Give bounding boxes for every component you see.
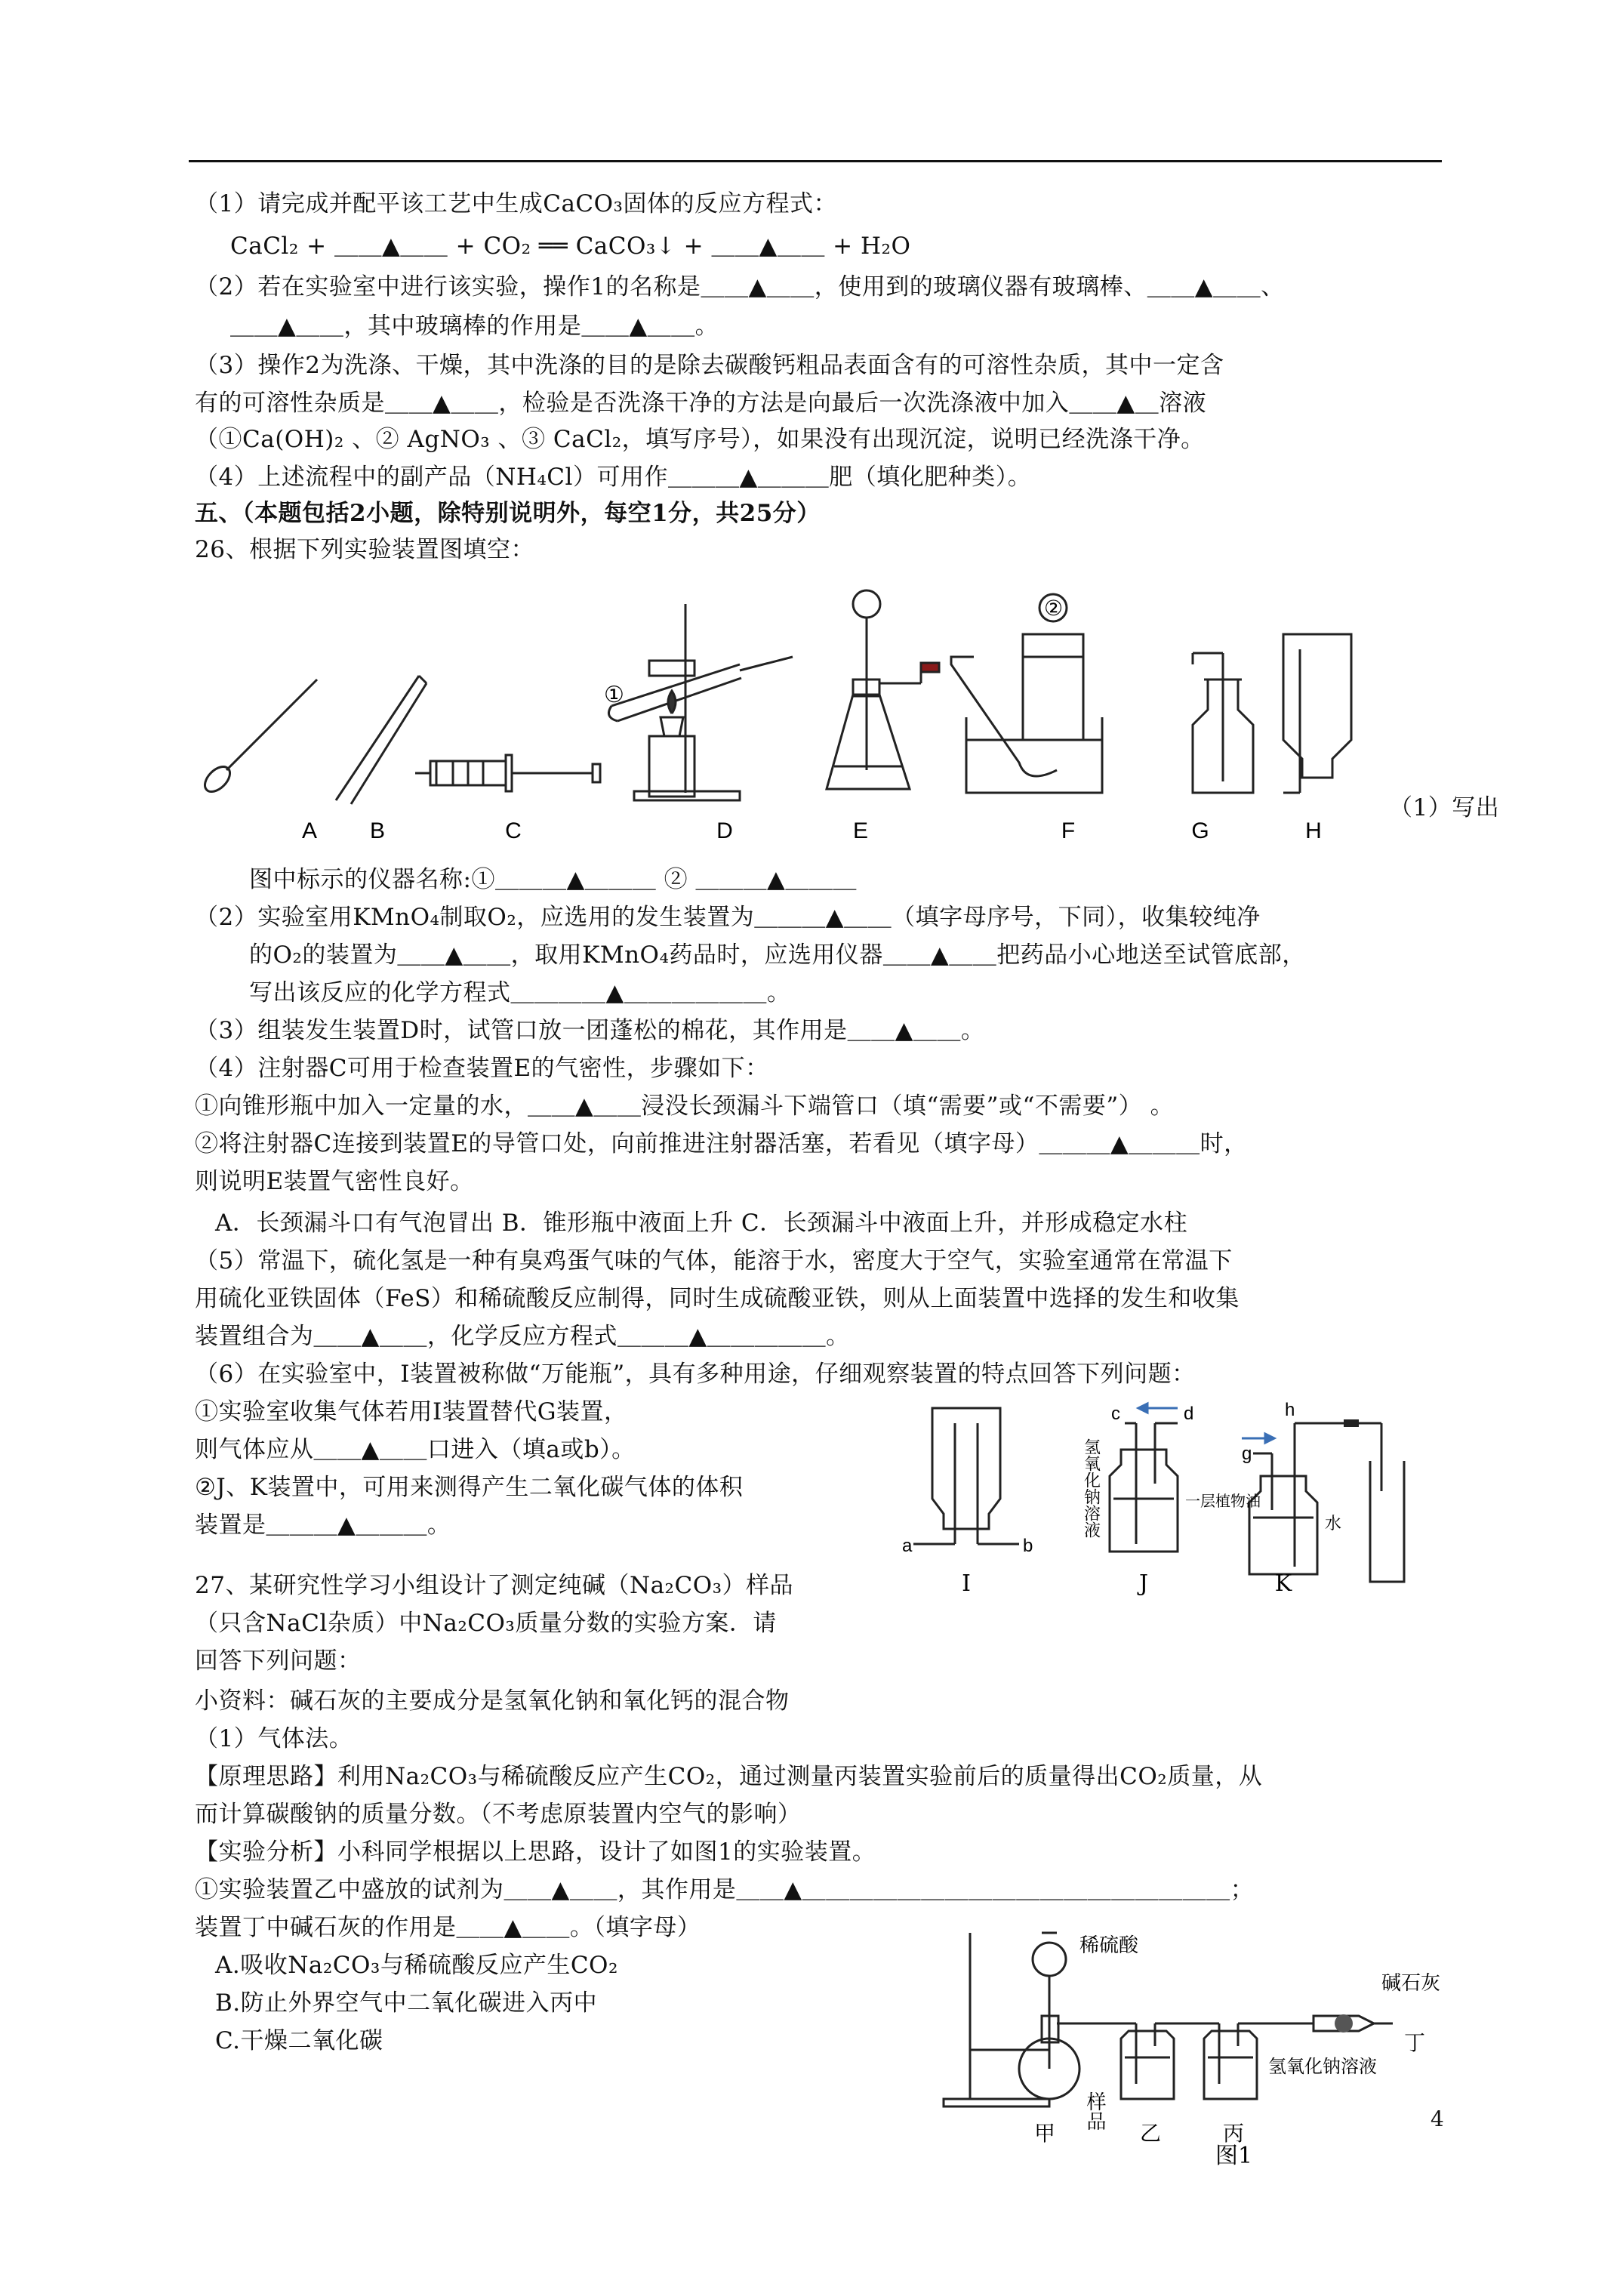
label-k: K [1274, 1570, 1292, 1597]
label-h: H [1305, 818, 1322, 843]
text-line: （3）操作2为洗涤、干燥，其中洗涤的目的是除去碳酸钙粗品表面含有的可溶性杂质，其中一定含 [195, 352, 1224, 379]
text-line: 有的可溶性杂质是＿＿▲＿＿，检验是否洗涤干净的方法是向最后一次洗涤液中加入＿＿▲＿溶液 [195, 390, 1207, 417]
text-line: （4）注射器C可用于检查装置E的气密性，步骤如下： [195, 1055, 769, 1082]
text-line: 而计算碳酸钠的质量分数。（不考虑原装置内空气的影响） [195, 1801, 802, 1828]
port-a: a [902, 1536, 913, 1556]
text-line: 则气体应从＿＿▲＿＿口进入（填a或b）。 [195, 1436, 636, 1463]
port-h: h [1285, 1400, 1295, 1420]
tweezers-drawing [336, 676, 427, 804]
sample-label: 样品 [1083, 2091, 1106, 2131]
label-j: J [1138, 1570, 1149, 1597]
flask-e-drawing [827, 590, 939, 789]
question-26-title: 26、根据下列实验装置图填空： [195, 536, 534, 563]
text-line: （5）常温下，硫化氢是一种有臭鸡蛋气味的气体，能溶于水，密度大于空气，实验室通常在常温下 [195, 1247, 1233, 1274]
marker-1: ① [604, 682, 624, 708]
text-line: ＿＿▲＿＿，其中玻璃棒的作用是＿＿▲＿＿。 [230, 313, 719, 340]
label-ding: 丁 [1404, 2030, 1426, 2055]
text-line: ②J、K装置中，可用来测得产生二氧化碳气体的体积 [195, 1474, 744, 1501]
text-line: 装置是＿＿＿▲＿＿＿。 [195, 1512, 451, 1539]
text-line: （2）实验室用KMnO₄制取O₂，应选用的发生装置为＿＿＿▲＿＿（填字母序号，下同），收集较纯净 [195, 904, 1261, 931]
section-heading: 五、（本题包括2小题，除特别说明外，每空1分，共25分） [195, 500, 821, 527]
label-jia: 甲 [1034, 2121, 1056, 2146]
naoh-label-2: 氢氧化钠溶液 [1268, 2056, 1377, 2077]
text-line: （2）若在实验室中进行该实验，操作1的名称是＿＿▲＿＿，使用到的玻璃仪器有玻璃棒、＿＿▲＿＿、 [195, 273, 1285, 300]
text-line: 回答下列问题： [195, 1647, 362, 1675]
syringe-drawing [415, 755, 600, 791]
figure-1-apparatus [936, 1918, 1464, 2167]
water-label: 水 [1325, 1515, 1342, 1533]
spoon-drawing [200, 680, 317, 797]
bottle-g-drawing [1193, 653, 1253, 793]
text-line: （1）写出 [1389, 794, 1500, 821]
text-line: A．长颈漏斗口有气泡冒出 B．锥形瓶中液面上升 C．长颈漏斗中液面上升，并形成稳定水柱 [215, 1210, 1188, 1237]
text-line: ①向锥形瓶中加入一定量的水，＿＿▲＿＿浸没长颈漏斗下端管口（填“需要”或“不需要”） 。 [195, 1093, 1175, 1120]
figure-caption: 图1 [1215, 2143, 1253, 2167]
equation-line: CaCl₂ + ＿＿▲＿＿ + CO₂ ══ CaCO₃↓ + ＿＿▲＿＿ + H₂O [230, 233, 911, 260]
text-line: ①实验室收集气体若用I装置替代G装置， [195, 1398, 628, 1425]
oil-label: 一层植物油 [1185, 1492, 1261, 1510]
label-d: D [716, 818, 733, 843]
label-yi: 乙 [1140, 2121, 1162, 2146]
text-line: （3）组装发生装置D时，试管口放一团蓬松的棉花，其作用是＿＿▲＿＿。 [195, 1017, 985, 1044]
acid-label: 稀硫酸 [1079, 1934, 1139, 1957]
label-a: A [301, 818, 318, 843]
text-line: 用硫化亚铁固体（FeS）和稀硫酸反应制得，同时生成硫酸亚铁，则从上面装置中选择的发生和收集 [195, 1285, 1240, 1312]
label-i: I [962, 1570, 971, 1597]
label-c: C [505, 818, 522, 843]
text-line: ①实验装置乙中盛放的试剂为＿＿▲＿＿，其作用是＿＿▲＿＿＿＿＿＿＿＿＿＿＿＿＿＿＿＿＿＿； [195, 1876, 1255, 1903]
port-d: d [1184, 1404, 1194, 1424]
label-e: E [852, 818, 869, 843]
text-line: （1）请完成并配平该工艺中生成CaCO₃固体的反应方程式： [195, 190, 837, 217]
text-line: （只含NaCl杂质）中Na₂CO₃质量分数的实验方案．请 [195, 1610, 777, 1637]
label-b: B [369, 818, 386, 843]
figure-ijk [898, 1393, 1442, 1597]
text-line: 则说明E装置气密性良好。 [195, 1168, 474, 1195]
label-bing: 丙 [1223, 2121, 1245, 2146]
text-line: 【原理思路】利用Na₂CO₃与稀硫酸反应产生CO₂，通过测量丙装置实验前后的质量得出CO₂质量，从 [195, 1763, 1263, 1790]
label-g: G [1191, 818, 1209, 843]
trough-f-drawing [951, 594, 1102, 793]
option-a: A.吸收Na₂CO₃与稀硫酸反应产生CO₂ [215, 1952, 618, 1979]
page-number: 4 [1431, 2106, 1444, 2131]
port-b: b [1023, 1536, 1033, 1556]
header-rule [189, 160, 1442, 162]
label-f: F [1061, 818, 1076, 843]
text-line: 的O₂的装置为＿＿▲＿＿，取用KMnO₄药品时，应选用仪器＿＿▲＿＿把药品小心地送至试管底部， [249, 942, 1306, 969]
text-line: （①Ca(OH)₂ 、② AgNO₃ 、③ CaCl₂，填写序号），如果没有出现沉淀，说明已经洗涤干净。 [195, 426, 1205, 453]
text-line: （4）上述流程中的副产品（NH₄Cl）可用作＿＿＿▲＿＿＿肥（填化肥种类）。 [195, 464, 1032, 491]
text-line: 小资料：碱石灰的主要成分是氢氧化钠和氧化钙的混合物 [195, 1687, 790, 1715]
text-line: 写出该反应的化学方程式＿＿＿＿▲＿＿＿＿＿＿。 [249, 979, 791, 1006]
bottle-h-drawing [1283, 634, 1351, 793]
option-c: C.干燥二氧化碳 [215, 2027, 383, 2054]
naoh-label: 氢氧化钠溶液 [1081, 1438, 1101, 1538]
text-line: （1）气体法。 [195, 1725, 353, 1752]
option-b: B.防止外界空气中二氧化碳进入丙中 [215, 1989, 598, 2017]
lime-label: 碱石灰 [1381, 1972, 1441, 1995]
text-line: 装置丁中碱石灰的作用是＿＿▲＿＿。（填字母） [195, 1914, 701, 1941]
text-line: 图中标示的仪器名称:①＿＿＿▲＿＿＿ ② ＿＿＿▲＿＿＿ [249, 866, 857, 893]
text-line: 【实验分析】小科同学根据以上思路，设计了如图1的实验装置。 [195, 1838, 876, 1866]
text-line: 装置组合为＿＿▲＿＿，化学反应方程式＿＿＿▲＿＿＿＿＿。 [195, 1323, 850, 1350]
port-c: c [1111, 1404, 1120, 1424]
marker-2: ② [1044, 596, 1064, 621]
apparatus-figure [196, 589, 1449, 853]
question-27-title: 27、某研究性学习小组设计了测定纯碱（Na₂CO₃）样品 [195, 1572, 794, 1599]
apparatus-d-drawing [608, 604, 793, 800]
text-line: ②将注射器C连接到装置E的导管口处，向前推进注射器活塞，若看见（填字母）＿＿＿▲＿＿＿时， [195, 1130, 1248, 1157]
text-line: （6）在实验室中，I装置被称做“万能瓶”，具有多种用途，仔细观察装置的特点回答下列问题： [195, 1361, 1196, 1388]
port-g: g [1242, 1444, 1252, 1464]
